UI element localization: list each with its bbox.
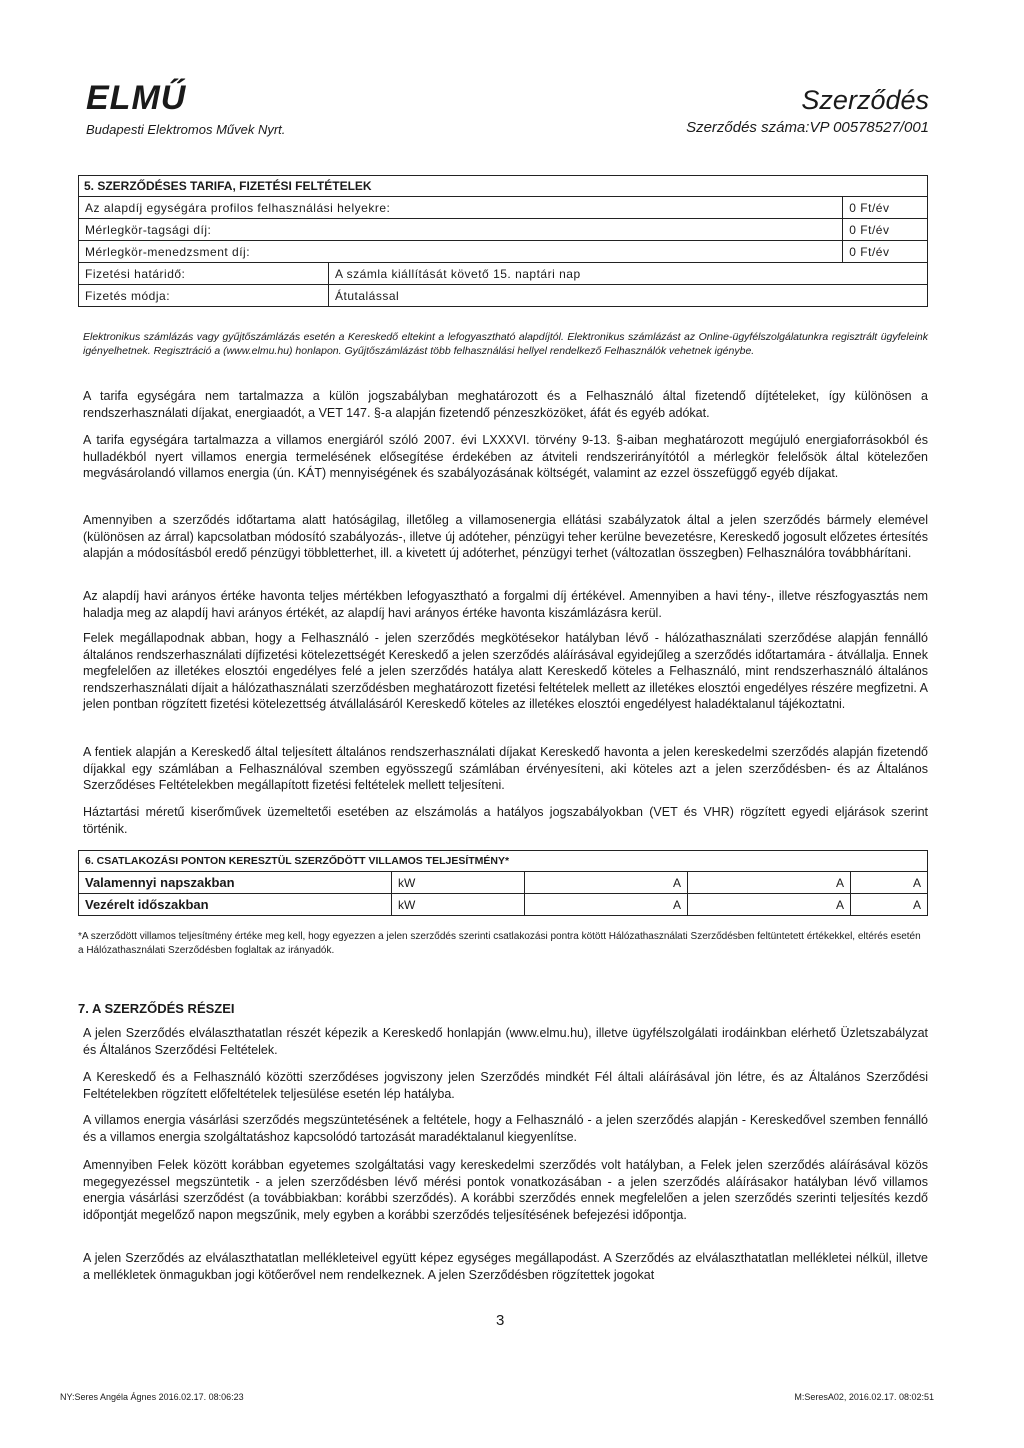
billing-note: Elektronikus számlázás vagy gyűjtőszámlázás esetén a Kereskedő eltekint a lefogyasztható alapdíjtól. Elektronikus számlázást az Online-ügyfélszolgálatunkra regisztrált ügyfeleink igényelhetnek. Regisztráció a (www.elmu.hu) honlapon. Gyűjtőszámlázást több felhasználási hellyel rendelkező Felhasználók vehetnek igénybe. <box>83 331 928 357</box>
paragraph: A jelen Szerződés az elválaszthatatlan mellékleteivel együtt képez egységes megállapodást. A Szerződés az elválaszthatatlan mellékletei nélkül, illetve a mellékletek önmagukban jogi kötőerővel nem rendelkeznek. A jelen Szerződésben rögzítettek jogokat <box>83 1251 928 1282</box>
table-row <box>79 872 928 894</box>
paragraph: A tarifa egységára nem tartalmazza a külön jogszabályban meghatározott és a Felhasználó által fizetendő díjtételeket, így különösen a rendszerhasználati díjakat, energiaadót, a VET 147. §-a alapján fizetendő pénzeszközöket, áfát és egyéb adókat. <box>83 389 928 420</box>
table-cell-unit: kW <box>392 872 525 894</box>
table-cell-label: Az alapdíj egységára profilos felhasználási helyekre: <box>79 197 843 219</box>
section5-title: 5. SZERZŐDÉSES TARIFA, FIZETÉSI FELTÉTELEK <box>78 175 928 196</box>
table-row <box>79 197 928 219</box>
table-row <box>79 285 928 307</box>
paragraph: Az alapdíj havi arányos értéke havonta teljes mértékben lefogyasztható a forgalmi díj értékével. Amennyiben a havi tény-, illetve részfogyasztás nem haladja meg az alapdíj havi arányos értékét, az alapdíj havi arányos értéke havonta kiszámlázásra kerül. <box>83 589 928 620</box>
table-cell-unit: A <box>851 894 928 916</box>
table-cell-label: Fizetés módja: <box>79 285 329 307</box>
table-cell-unit: A <box>688 894 851 916</box>
paragraph: Háztartási méretű kiserőművek üzemeltetői esetében az elszámolás a hatályos jogszabályokban (VET és VHR) rögzített egyedi eljárások szerint történik. <box>83 805 928 836</box>
table-cell-value: 0 Ft/év <box>843 219 928 241</box>
paragraph: A tarifa egységára tartalmazza a villamos energiáról szóló 2007. évi LXXXVI. törvény 9-13. §-aiban meghatározott megújuló energiaforrásokból és hulladékból nyert villamos energia termelésének elősegítése érdekében az átviteli rendszerirányítótól a mérlegkör felelősök által kötelezően megvásárolandó villamos energia (ún. KÁT) mennyiségének és szabályozásának költségét, valamint az ezzel összefüggő egyéb díjakat. <box>83 433 928 480</box>
table-cell-unit: A <box>688 872 851 894</box>
table-row <box>79 219 928 241</box>
table-cell-label: Valamennyi napszakban <box>79 872 392 894</box>
table-row <box>79 263 928 285</box>
document-title: Szerződés <box>801 85 929 115</box>
paragraph: Amennyiben a szerződés időtartama alatt hatóságilag, illetőleg a villamosenergia ellátási szabályzatok által a jelen szerződés bármely elemével (különösen az árral) kapcsolatban módosító szabályozás-, illetve új adóteher, pénzügyi teher kerülne bevezetésre, Kereskedő jogosult előzetes értesítés alapján a módosításból eredő pénzügyi többletterhet, ill. a kivetett új adóterhet, pénzügyi terhet (változatlan összegben) Felhasználóra továbbhárítani. <box>83 513 928 560</box>
table-cell-value: 0 Ft/év <box>843 241 928 263</box>
tariff-table <box>78 196 928 307</box>
table-cell-value: Átutalással <box>329 285 928 307</box>
capacity-table <box>78 850 928 916</box>
footer-stamp-left: NY:Seres Angéla Ágnes 2016.02.17. 08:06:23 <box>60 1392 244 1402</box>
section7-title: 7. A SZERZŐDÉS RÉSZEI <box>78 1001 235 1016</box>
table-cell-label: Fizetési határidő: <box>79 263 329 285</box>
table-cell-label: Vezérelt időszakban <box>79 894 392 916</box>
table-cell-label: Mérlegkör-menedzsment díj: <box>79 241 843 263</box>
page-number: 3 <box>496 1312 505 1329</box>
elmu-logo: ELMŰ <box>86 79 187 117</box>
table-header-row <box>79 851 928 872</box>
paragraph: A villamos energia vásárlási szerződés megszüntetésének a feltétele, hogy a Felhasználó - a jelen szerződés alapján - Kereskedővel szemben fennálló és a villamos energia szolgáltatáshoz kapcsolódó tartozását maradéktalanul kiegyenlítse. <box>83 1113 928 1144</box>
paragraph: Amennyiben Felek között korábban egyetemes szolgáltatási vagy kereskedelmi szerződés volt hatályban, a Felek jelen szerződés aláírásával közös megegyezéssel megszüntetik - a jelen szerződésben lévő mérési pontok vonatkozásában - a jelen szerződés aláírásakor hatályban lévő villamos energia vásárlási szerződést (a továbbiakban: korábbi szerződés). A korábbi szerződés ennek megfelelően a jelen szerződés szerinti teljesítés kezdő időpontját megelőző napon megszűnik, mely egyben a korábbi szerződés teljesítésének befejezési időpontja. <box>83 1158 928 1222</box>
table-row <box>79 894 928 916</box>
footer-stamp-right: M:SeresA02, 2016.02.17. 08:02:51 <box>794 1392 934 1402</box>
table-row <box>79 241 928 263</box>
paragraph: A Kereskedő és a Felhasználó közötti szerződéses jogviszony jelen Szerződés mindkét Fél általi aláírásával jön létre, és az Általános Szerződési Feltételekben rögzített előfeltételek teljesülése esetén lép hatályba. <box>83 1070 928 1101</box>
table-cell-label: Mérlegkör-tagsági díj: <box>79 219 843 241</box>
section6-title: 6. CSATLAKOZÁSI PONTON KERESZTÜL SZERZŐDÖTT VILLAMOS TELJESÍTMÉNY* <box>79 851 928 872</box>
contract-number: Szerződés száma:VP 00578527/001 <box>686 119 929 136</box>
paragraph: A jelen Szerződés elválaszthatatlan részét képezik a Kereskedő honlapján (www.elmu.hu), illetve ügyfélszolgálati irodáinkban elérhető Üzletszabályzat és Általános Szerződési Feltételek. <box>83 1026 928 1057</box>
table-cell-unit: A <box>525 872 688 894</box>
table-cell-unit: A <box>851 872 928 894</box>
paragraph: Felek megállapodnak abban, hogy a Felhasználó - jelen szerződés megkötésekor hatályban lévő - hálózathasználati szerződése alapján fennálló általános rendszerhasználati díjfizetési kötelezettségét Kereskedő a jelen szerződés aláírásával egyidejűleg a szerződés időtartamára - átvállalja. Ennek megfelelően az illetékes elosztói engedélyes felé a jelen szerződés hatálya alatt Kereskedő köteles a Felhasználó, mint rendszerhasználó általános rendszerhasználati díjait a hálózathasználati szerződésben meghatározott fizetési feltételek mellett az illetékes elosztói engedélyes részére megfizetni. A jelen pontban rögzített fizetési kötelezettség átvállalásáról Kereskedő köteles az illetékes elosztói engedélyest haladéktalanul tájékoztatni. <box>83 631 928 711</box>
table-cell-unit: kW <box>392 894 525 916</box>
capacity-footnote: *A szerződött villamos teljesítmény értéke meg kell, hogy egyezzen a jelen szerződés szerinti csatlakozási pontra kötött Hálózathasználati Szerződésben feltüntetett értékekkel, eltérés esetén a Hálózathasználati Szerződésben foglaltak az irányadók. <box>78 931 921 956</box>
paragraph: A fentiek alapján a Kereskedő által teljesített általános rendszerhasználati díjakat Kereskedő havonta a jelen kereskedelmi szerződés alapján fizetendő díjakkal egy számlában a Felhasználóval szemben egyösszegű számlában érvényesíteni, aki köteles azt a jelen szerződésben- és az Általános Szerződéses Feltételekben megállapított fizetési feltételek mellett teljesíteni. <box>83 745 928 792</box>
company-name: Budapesti Elektromos Művek Nyrt. <box>86 122 286 137</box>
table-cell-value: A számla kiállítását követő 15. naptári nap <box>329 263 928 285</box>
table-cell-value: 0 Ft/év <box>843 197 928 219</box>
table-cell-unit: A <box>525 894 688 916</box>
